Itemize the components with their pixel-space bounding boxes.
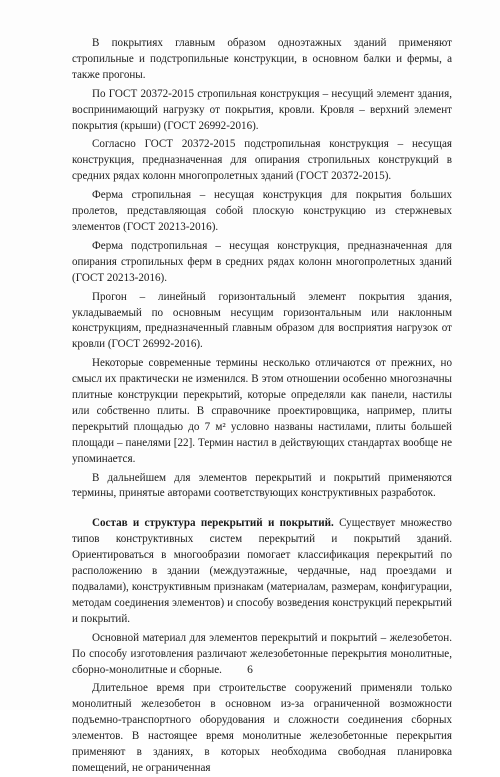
section-lead-text: Существует множество типов конструктивных систем перекрытий и покрытий зданий. Ориентироваться в многообразии помогает классификация перекрытий по расположению в здании (междуэтажные, чердачные, над проездами и подвалами), конструктивным признакам (материалам, размерам, конфигурации, методам соединения элементов) и способу возведения конструкций перекрытий и покрытий. [72,517,452,625]
paragraph-modern-terms: Некоторые современные термины несколько отличаются от прежних, но смысл их практически не изменился. В этом отношении особенно многозначны плитные конструкции перекрытий, которые определяли как панели, настилы или собственно плиты. В справочнике проектировщика, например, плиты перекрытий площадью до 7 м² условно названы настилами, плиты большей площади – панелями [22]. Термин настил в действующих стандартах вообще не упоминается. [72,357,452,465]
paragraph-purlin: Прогон – линейный горизонтальный элемент покрытия здания, укладываемый по основным несущим горизонтальным или наклонным конструкциям, предназначенный главным образом для восприятия нагрузок от кровли (ГОСТ 26992-2016). [72,290,452,351]
section-heading: Состав и структура перекрытий и покрытий. [92,517,334,530]
paragraph-section-composition [72,516,452,627]
paragraph-sub-rafter-definition: Согласно ГОСТ 20372-2015 подстропильная конструкция – несущая конструкция, предназначенная для опирания стропильных конструкций в средних рядах колонн многопролетных зданий (ГОСТ 20372-2015). [72,138,452,183]
page-number: 6 [247,664,253,676]
paragraph-monolithic: Длительное время при строительстве сооружений применяли только монолитный железобетон в основном из-за ограниченной возможности подъемно-транспортного оборудования и сложности соединения сборных элементов. В настоящее время монолитные железобетонные перекрытия применяют в зданиях, в которых необходима свободная планировка помещений, не ограниченная [72,682,452,774]
paragraph-rafter-truss: Ферма стропильная – несущая конструкция для покрытия больших пролетов, представляющая собой плоскую конструкцию из стержневых элементов (ГОСТ 20213-2016). [72,189,452,233]
paragraph-intro: В покрытиях главным образом одноэтажных зданий применяют стропильные и подстропильные конструкции, в основном балки и фермы, а также прогоны. [72,37,452,81]
paragraph-terms-usage: В дальнейшем для элементов перекрытий и покрытий применяются термины, принятые авторами соответствующих конструктивных разработок. [72,471,452,500]
paragraph-rafter-definition: По ГОСТ 20372-2015 стропильная конструкция – несущий элемент здания, воспринимающий нагрузку от покрытия, кровли. Кровля – верхний элемент покрытия (крыши) (ГОСТ 26992-2016). [72,87,452,132]
paragraph-sub-rafter-truss: Ферма подстропильная – несущая конструкция, предназначенная для опирания стропильных ферм в средних рядах колонн многопролетных зданий (ГОСТ 20213-2016). [72,239,452,284]
paragraph-main-material: Основной материал для элементов перекрытий и покрытий – железобетон. По способу изготовления различают железобетонные перекрытия монолитные, сборно-монолитные и сборные. [72,631,452,676]
